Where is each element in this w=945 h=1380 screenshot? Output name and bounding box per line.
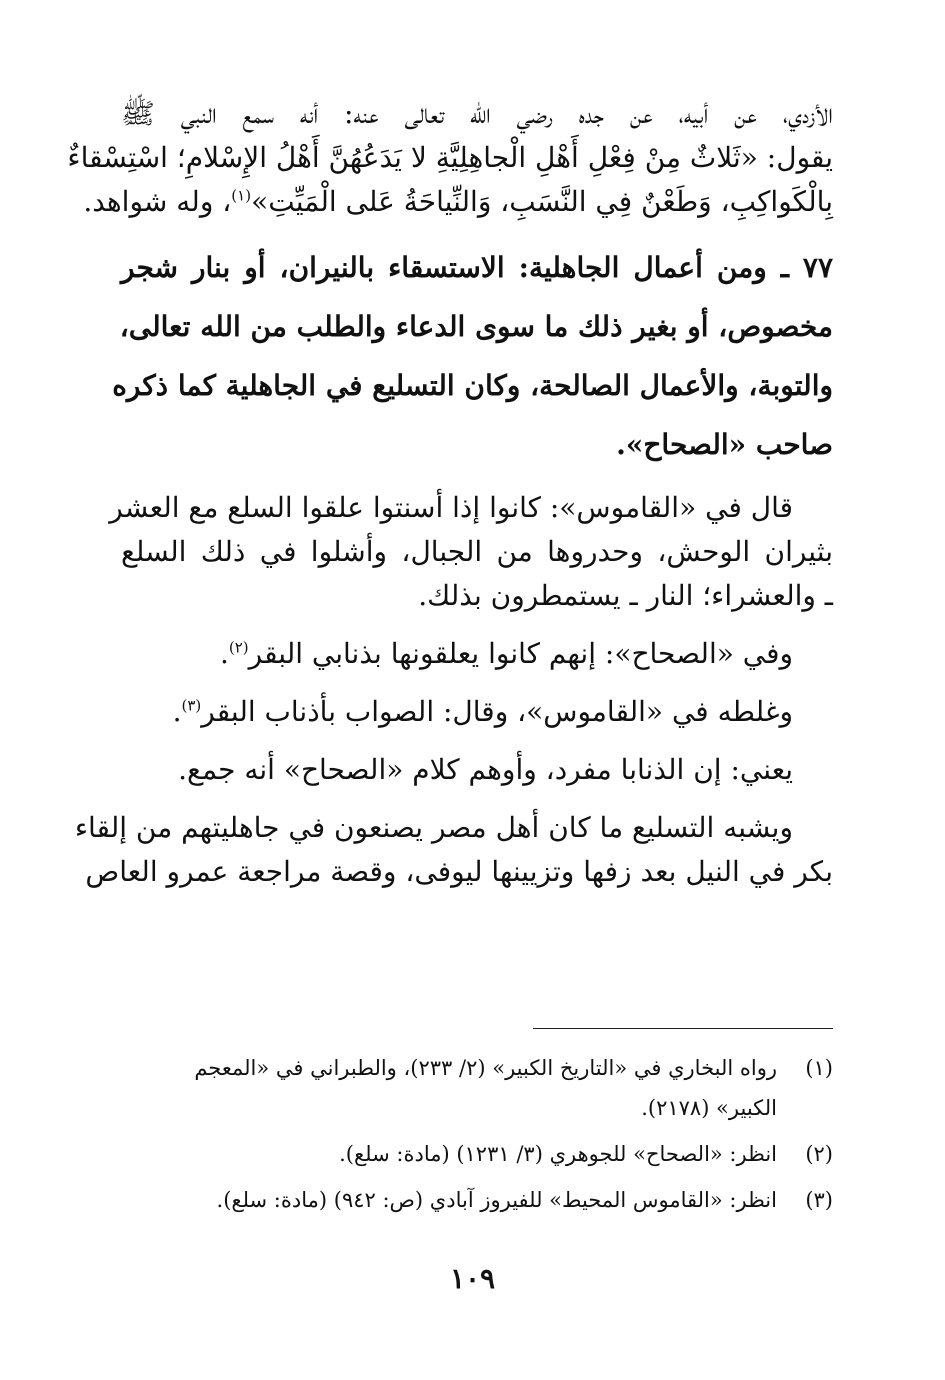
footnote-3 [121, 1180, 833, 1220]
line-suffix: . [219, 637, 229, 670]
main-text [67, 92, 833, 908]
footnote-text: انظر: «القاموس المحيط» للفيروز آبادي (ص: ٩٤٢) (مادة: سلع). [216, 1188, 777, 1212]
text-line: الأزدي، عن أبيه، عن جده رضي الله تعالى عنه: أنه سمع النبي ﷺ [121, 97, 833, 130]
text-line: ويشبه التسليع ما كان أهل مصر يصنعون في جاهليتهم من إلقاء [74, 811, 793, 844]
footnote-1 [121, 1048, 833, 1128]
footnote-number: (١) [805, 1056, 833, 1080]
text-line: بثيران الوحش، وحدروها من الجبال، وأشلوا في ذلك السلع [121, 535, 833, 568]
text-line: ـ والعشراء؛ النار ـ يستمطرون بذلك. [418, 579, 833, 612]
page-number: ١٠٩ [449, 1262, 496, 1295]
paragraph-correction [121, 690, 833, 734]
text-line: يقول: «ثَلاثٌ مِنْ فِعْلِ أَهْلِ الْجاهِلِيَّةِ لا يَدَعُهُنَّ أَهْلُ الإِسْلامِ؛ اسْتِسْقاءٌ [67, 141, 833, 174]
paragraph-sihah [121, 632, 833, 676]
hadith-end: بِالْكَواكِبِ، وَطَعْنٌ فِي النَّسَبِ، وَالنِّياحَةُ عَلى الْمَيِّتِ» [251, 185, 833, 218]
footnote-ref-3[interactable]: (٣) [181, 696, 202, 715]
footnote-line: رواه البخاري في «التاريخ الكبير» (٢/ ٢٣٣)، والطبراني في «المعجم [194, 1056, 777, 1080]
paragraph-egypt [74, 806, 833, 894]
text-line: صاحب «الصحاح». [616, 428, 833, 461]
sihah-text: وفي «الصحاح»: إنهم كانوا يعلقونها بذنابي البقر [248, 637, 793, 670]
footnote-divider [533, 1028, 833, 1029]
footnotes [121, 1048, 833, 1226]
paragraph-qamus [109, 486, 833, 618]
text-line [83, 180, 833, 224]
footnote-ref-1[interactable]: (١) [231, 186, 252, 205]
correction-text: وغلطه في «القاموس»، وقال: الصواب بأذناب البقر [201, 695, 793, 728]
text-line: مخصوص، أو بغير ذلك ما سوى الدعاء والطلب من الله تعالى، [119, 310, 833, 343]
paragraph-hadith [67, 92, 833, 224]
text-line [121, 690, 833, 734]
footnote-line: الكبير» (٢١٧٨). [641, 1096, 777, 1120]
text-line [121, 632, 833, 676]
footnote-number: (٣) [805, 1188, 833, 1212]
text-line: يعني: إن الذنابا مفرد، وأوهم كلام «الصحاح» أنه جمع. [178, 753, 793, 786]
footnote-ref-2[interactable]: (٢) [228, 638, 249, 657]
line-suffix: ، وله شواهد. [83, 185, 232, 218]
line-suffix: . [172, 695, 182, 728]
text-line: والتوبة، والأعمال الصالحة، وكان التسليع في الجاهلية كما ذكره [112, 369, 833, 402]
footnote-text [121, 1048, 777, 1128]
text-line: ٧٧ ـ ومن أعمال الجاهلية: الاستسقاء بالنيران، أو بنار شجر [121, 251, 833, 284]
footnote-2 [121, 1134, 833, 1174]
footnote-text: انظر: «الصحاح» للجوهري (٣/ ١٢٣١) (مادة: سلع). [339, 1142, 777, 1166]
text-line: بكر في النيل بعد زفها وتزيينها ليوفى، وقصة مراجعة عمرو العاص [85, 855, 833, 888]
paragraph-meaning [121, 748, 833, 792]
text-line: قال في «القاموس»: كانوا إذا أسنتوا علقوا السلع مع العشر [109, 491, 793, 524]
footnote-number: (٢) [805, 1142, 833, 1166]
paragraph-section-77 [112, 238, 833, 474]
